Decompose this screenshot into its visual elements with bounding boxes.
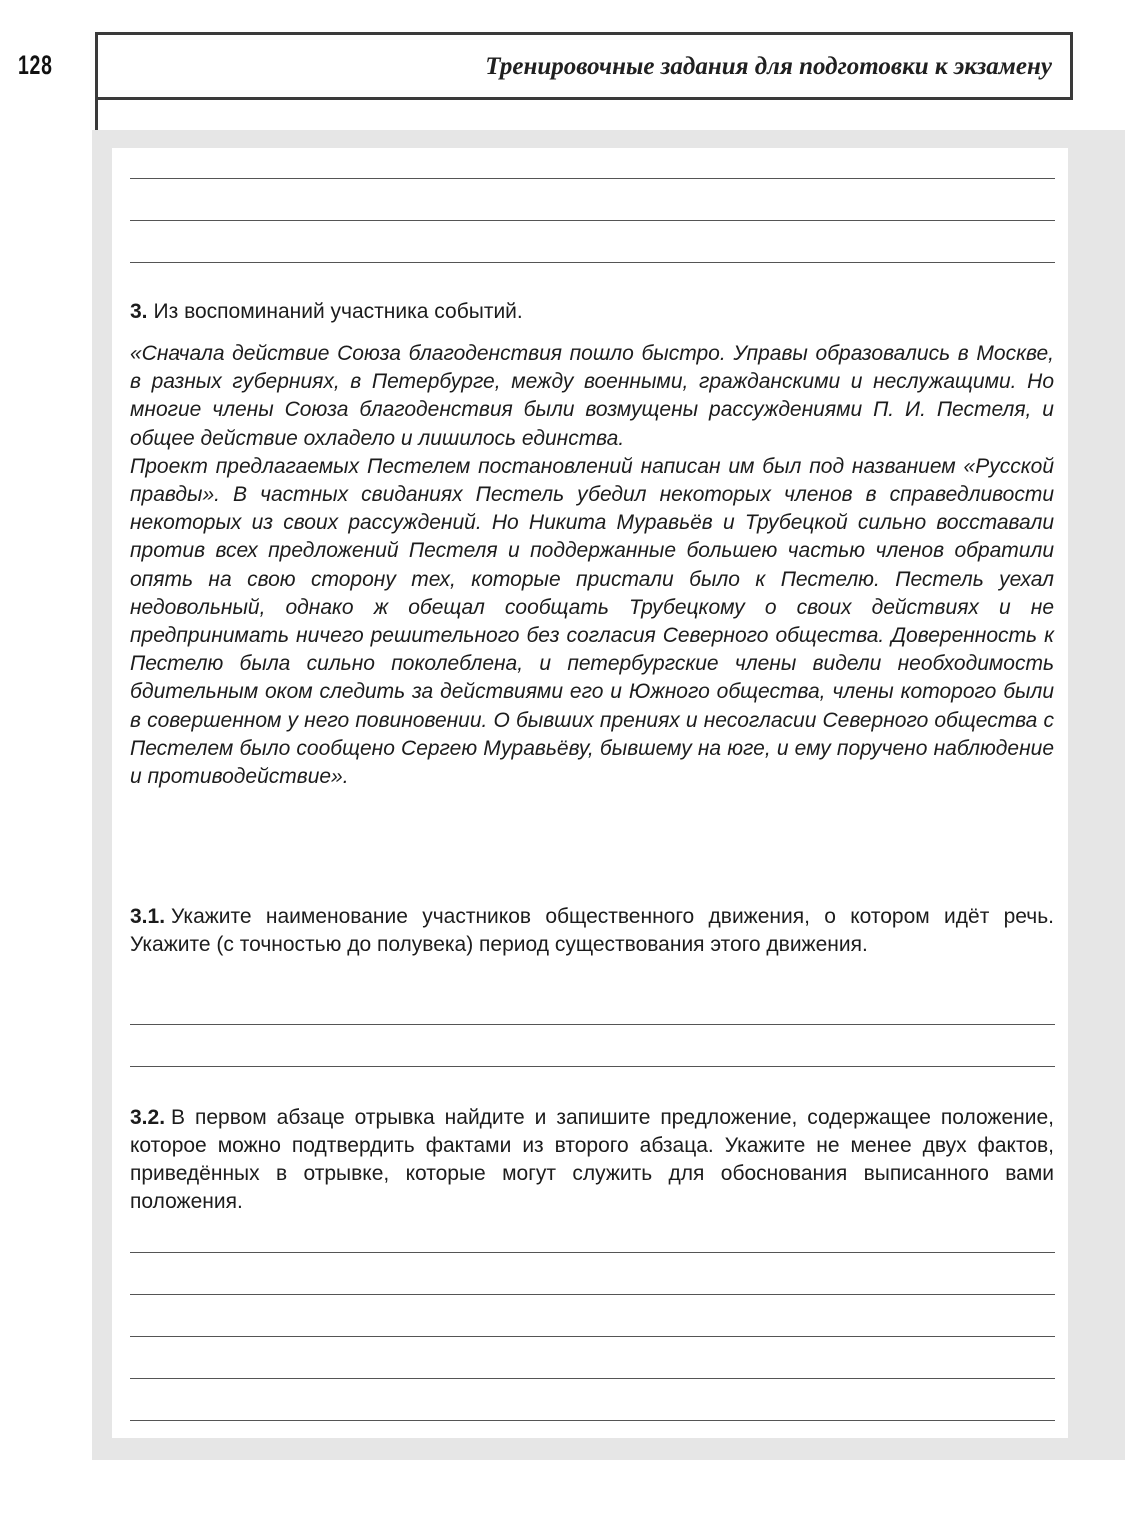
question-number: 3. <box>130 300 148 323</box>
quote-paragraph: «Сначала действие Союза благоденствия пошло быстро. Управы образовались в Москве, в разных губерниях, в Петербурге, между военными, гражданскими и неслужащими. Но многие члены Союза благоденствия были возмущены рассуждениями П. И. Пестеля, и общее действие охладело и лишилось единства. <box>130 342 1054 450</box>
answer-line[interactable] <box>130 1294 1055 1295</box>
answer-line[interactable] <box>130 1024 1055 1025</box>
answer-line[interactable] <box>130 262 1055 263</box>
answer-line[interactable] <box>130 1066 1055 1067</box>
running-title: Тренировочные задания для подготовки к экзамену <box>485 53 1052 80</box>
question-intro: Из воспоминаний участника событий. <box>153 300 523 323</box>
answer-line[interactable] <box>130 1378 1055 1379</box>
subtask-text: Укажите наименование участников общественного движения, о котором идёт речь. Укажите (с точностью до полувека) период существования этого движения. <box>130 905 1054 956</box>
subtask-number: 3.1. <box>130 905 166 928</box>
subtask-3-2 <box>130 1104 1054 1216</box>
exercise-panel <box>92 130 1125 1460</box>
answer-line[interactable] <box>130 1336 1055 1337</box>
question-heading <box>130 298 523 326</box>
subtask-text: В первом абзаце отрывка найдите и запишите предложение, содержащее положение, которое можно подтвердить фактами из второго абзаца. Укажите не менее двух фактов, приведённых в отрывке, которые могут служить для обоснования выписанного вами положения. <box>130 1106 1054 1213</box>
answer-line[interactable] <box>130 1252 1055 1253</box>
subtask-number: 3.2. <box>130 1106 166 1129</box>
worksheet <box>112 148 1068 1438</box>
source-quote <box>130 340 1054 791</box>
quote-paragraph: Проект предлагаемых Пестелем постановлений написан им был под названием «Русской правды». В частных свиданиях Пестель убедил некоторых членов в справедливости некоторых из своих рассуждений. Но Никита Муравьёв и Трубецкой сильно восставали против всех предложений Пестеля и поддержанные большею частью членов обратили опять на свою сторону тех, которые пристали было к Пестелю. Пестель уехал недовольный, однако ж обещал сообщать Трубецкому о своих действиях и не предпринимать ничего решительного без согласия Северного общества. Доверенность к Пестелю была сильно поколеблена, и петербургские члены видели необходимость бдительным оком следить за действиями его и Южного общества, члены которого были в совершенном у него повиновении. О бывших прениях и несогласии Северного общества с Пестелем было сообщено Сергею Муравьёву, бывшему на юге, и ему поручено наблюдение и противодействие». <box>130 454 1054 789</box>
subtask-3-1 <box>130 903 1054 959</box>
answer-line[interactable] <box>130 1420 1055 1421</box>
answer-line[interactable] <box>130 178 1055 179</box>
header-divider <box>95 100 98 132</box>
answer-line[interactable] <box>130 220 1055 221</box>
page-number: 128 <box>18 50 53 80</box>
running-header <box>95 32 1073 100</box>
